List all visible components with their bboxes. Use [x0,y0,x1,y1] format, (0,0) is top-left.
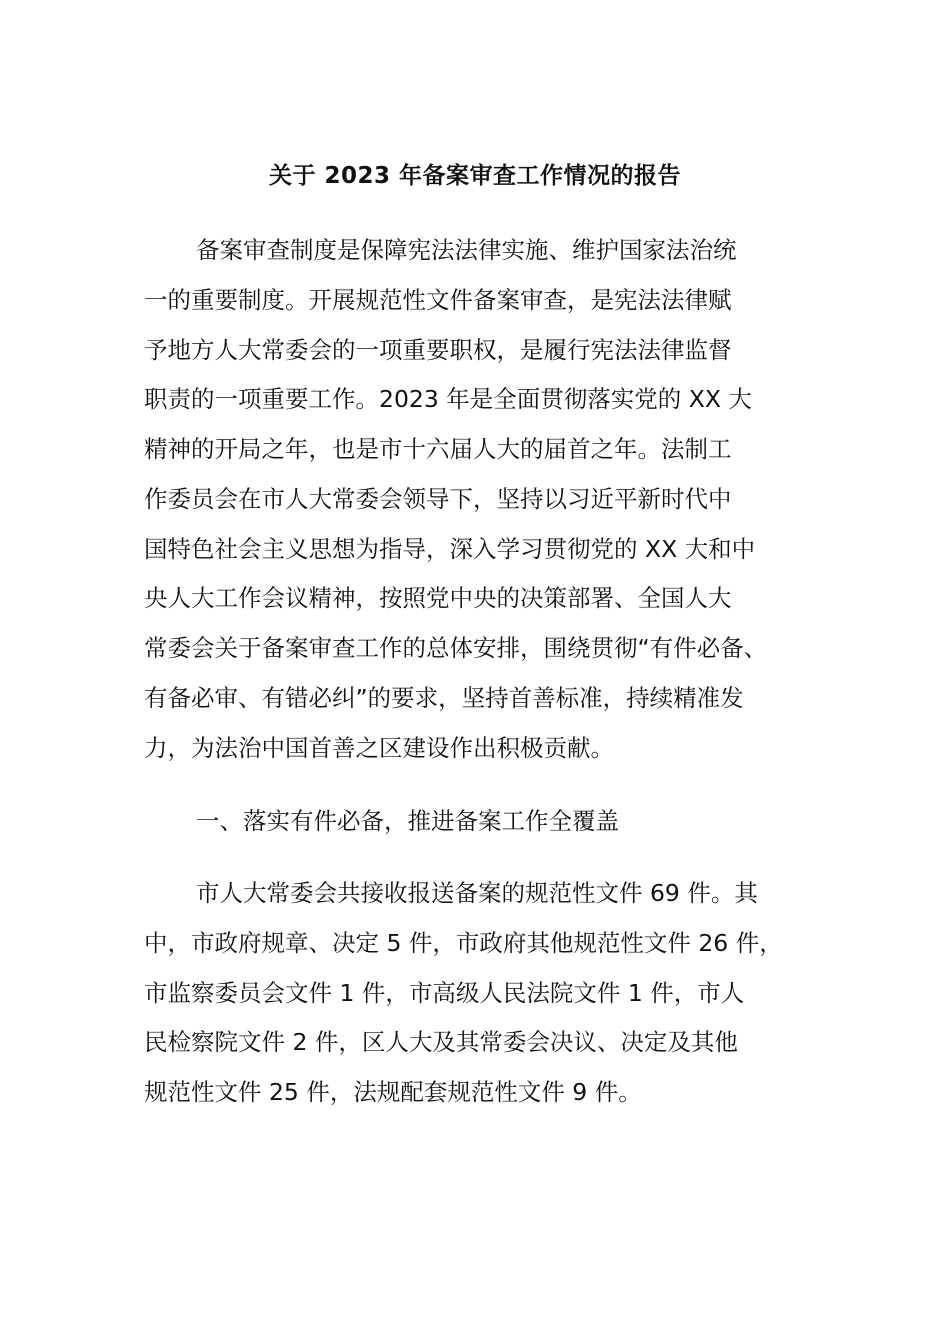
document-title: 关于 2023 年备案审查工作情况的报告 [268,163,682,189]
paragraph-line: 予地方人大常委会的一项重要职权，是履行宪法法律监督 [144,336,732,364]
paragraph-line: 常委会关于备案审查工作的总体安排，围绕贯彻“有件必备、 [144,634,768,662]
paragraph-line: 精神的开局之年，也是市十六届人大的届首之年。法制工 [144,435,732,463]
paragraph-line: 中，市政府规章、决定 5 件，市政府其他规范性文件 26 件， [144,929,783,957]
paragraph-line: 市监察委员会文件 1 件，市高级人民法院文件 1 件，市人 [144,979,745,1007]
paragraph-line: 职责的一项重要工作。2023 年是全面贯彻落实党的 XX 大 [144,385,752,413]
paragraph-line: 力，为法治中国首善之区建设作出积极贡献。 [144,734,614,762]
paragraph-line: 备案审查制度是保障宪法法律实施、维护国家法治统 [196,236,737,264]
paragraph-line: 民检察院文件 2 件，区人大及其常委会决议、决定及其他 [144,1028,738,1056]
paragraph-line: 作委员会在市人大常委会领导下，坚持以习近平新时代中 [144,485,732,513]
paragraph-line: 一的重要制度。开展规范性文件备案审查，是宪法法律赋 [144,286,732,314]
paragraph-line: 有备必审、有错必纠”的要求，坚持首善标准，持续精准发 [144,684,744,712]
paragraph-line: 国特色社会主义思想为指导，深入学习贯彻党的 XX 大和中 [144,535,756,563]
paragraph-line: 市人大常委会共接收报送备案的规范性文件 69 件。其 [196,879,758,907]
paragraph-line: 央人大工作会议精神，按照党中央的决策部署、全国人大 [144,584,732,612]
paragraph-line: 规范性文件 25 件，法规配套规范性文件 9 件。 [144,1078,642,1106]
section-heading: 一、落实有件必备，推进备案工作全覆盖 [196,807,619,835]
